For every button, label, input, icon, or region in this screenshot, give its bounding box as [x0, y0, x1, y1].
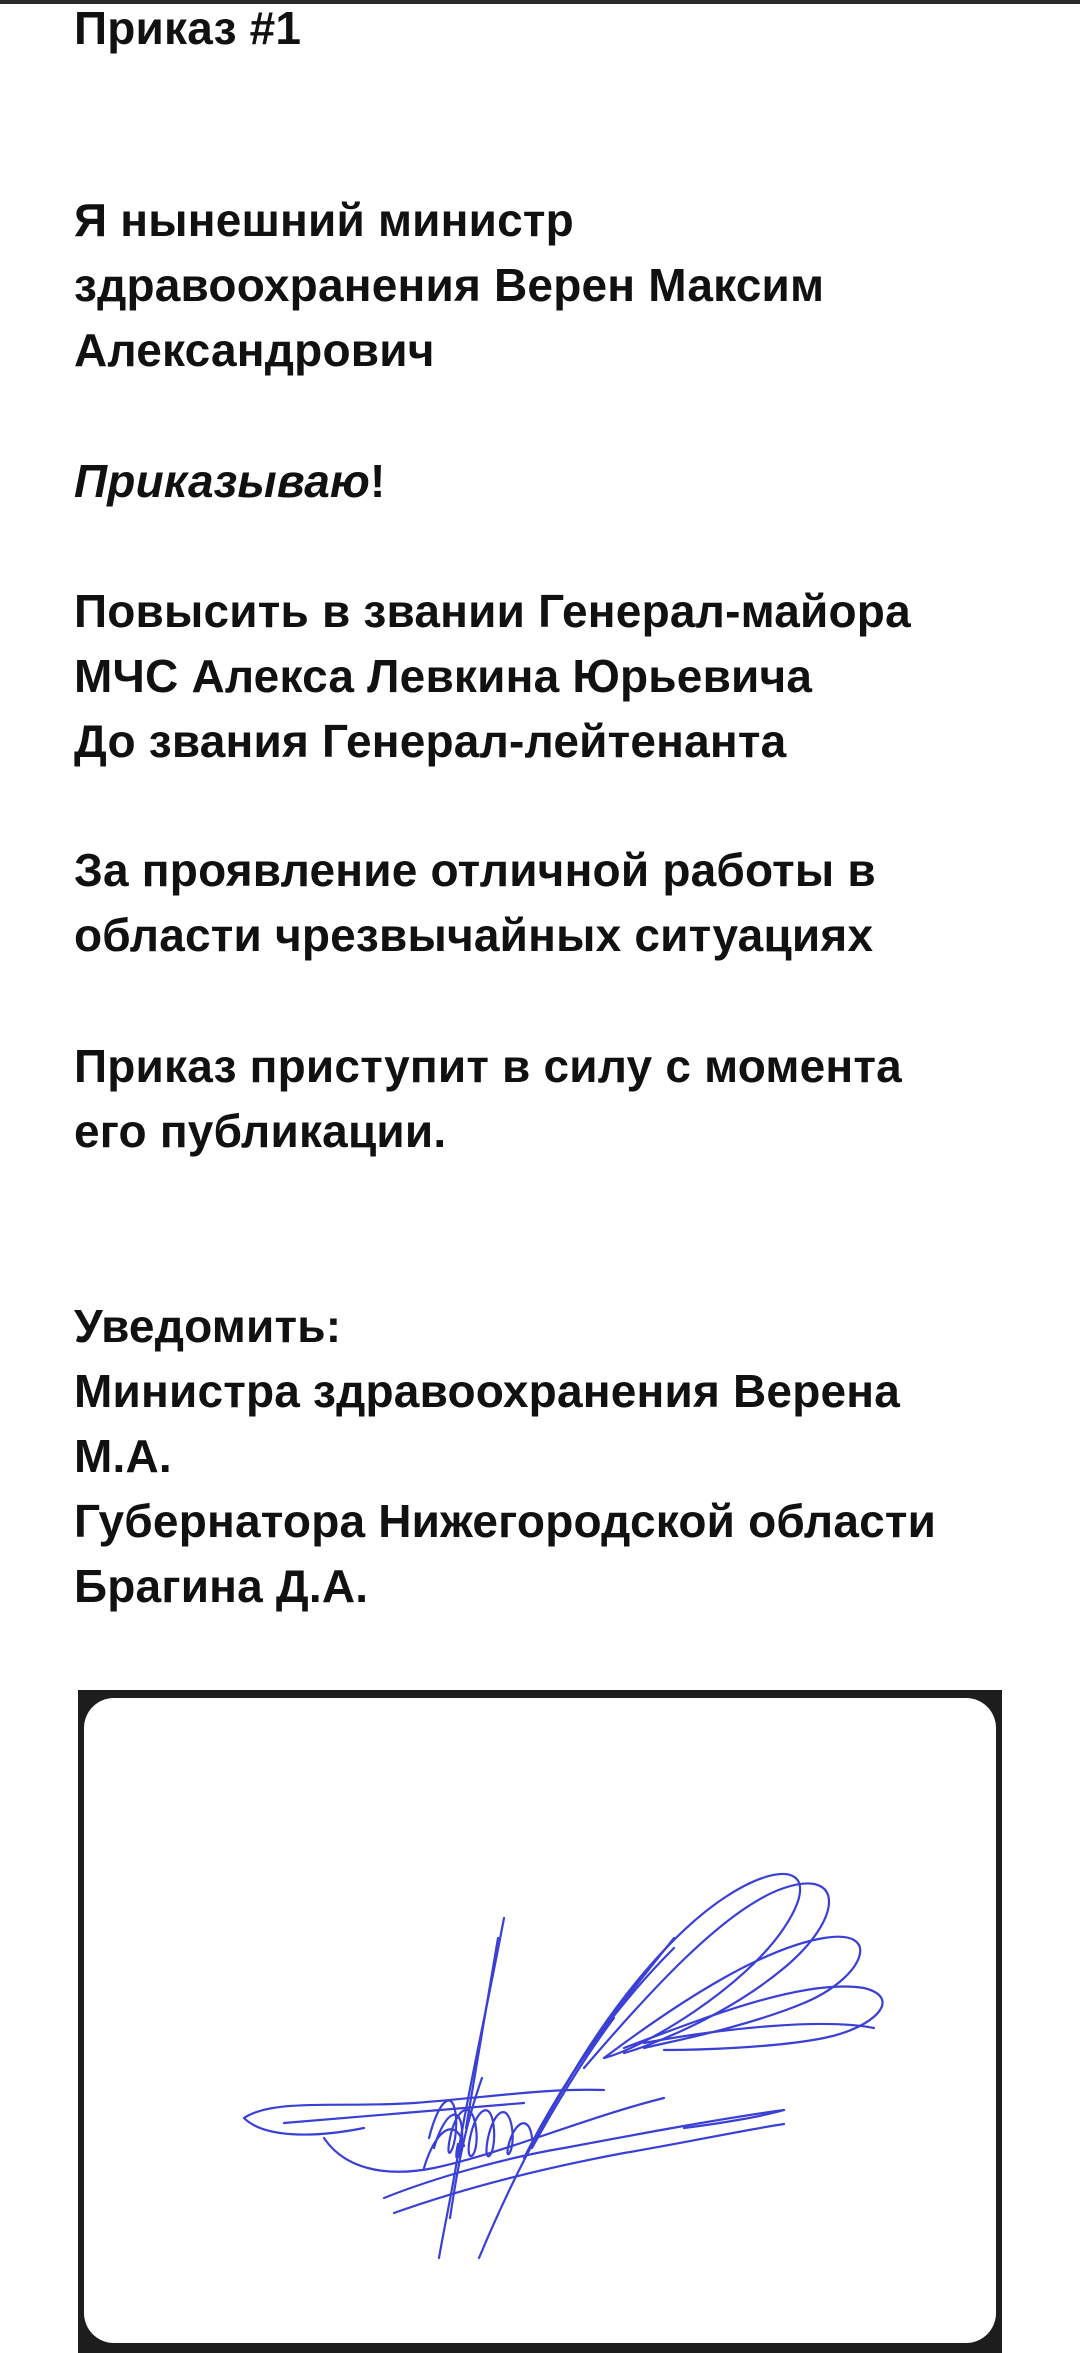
notify-line-4: Брагина Д.А.: [74, 1560, 369, 1612]
intro-line-1: Я нынешний министр: [74, 194, 574, 246]
promotion-line-3: До звания Генерал-лейтенанта: [74, 715, 787, 767]
signature-card: [84, 1698, 996, 2343]
effect-line-2: его публикации.: [74, 1105, 447, 1157]
reason-line-1: За проявление отличной работы в: [74, 844, 876, 896]
handwritten-signature: [84, 1698, 996, 2343]
signature-frame: [78, 1690, 1002, 2353]
notify-heading: Уведомить:: [74, 1300, 342, 1352]
order-heading: [74, 449, 386, 514]
order-word: Приказываю: [74, 455, 371, 507]
notify-line-1: Министра здравоохранения Верена: [74, 1365, 901, 1417]
promotion-line-2: МЧС Алекса Левкина Юрьевича: [74, 650, 813, 702]
intro-line-2: здравоохранения Верен Максим: [74, 259, 825, 311]
reason-line-2: области чрезвычайных ситуациях: [74, 909, 874, 961]
intro-line-3: Александрович: [74, 324, 435, 376]
notify-line-2: М.А.: [74, 1430, 172, 1482]
promotion-line-1: Повысить в звании Генерал-майора: [74, 585, 911, 637]
notify-line-3: Губернатора Нижегородской области: [74, 1495, 937, 1547]
document-title: Приказ #1: [74, 2, 302, 54]
order-punctuation: !: [370, 455, 386, 507]
effect-line-1: Приказ приступит в силу с момента: [74, 1040, 902, 1092]
